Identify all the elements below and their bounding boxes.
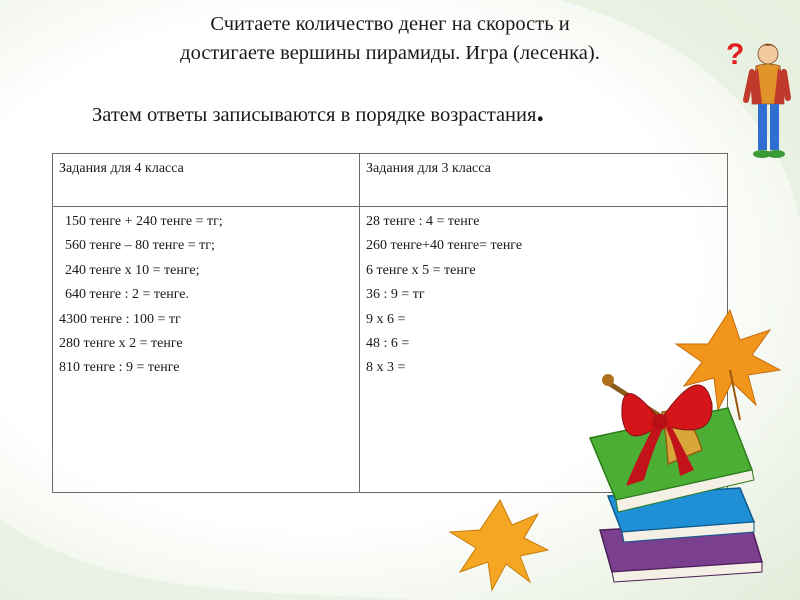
task-item: 8 х 3 = <box>366 360 406 376</box>
task-item: 4300 тенге : 100 = тг <box>59 311 181 327</box>
task-item: 48 : 6 = <box>366 336 410 352</box>
task-item: 280 тенге х 2 = тенге <box>59 336 183 352</box>
task-item: 9 х 6 = <box>366 311 406 327</box>
task-item: 36 : 9 = тг <box>366 287 425 303</box>
title-line-2: достигаете вершины пирамиды. Игра (лесенка). <box>180 42 600 64</box>
task-item: 28 тенге : 4 = тенге <box>366 214 480 229</box>
task-item: 560 тенге – 80 тенге = тг; <box>65 238 215 254</box>
task-item: 640 тенге : 2 = тенге. <box>65 287 189 303</box>
header-grade-3: Задания для 3 класса <box>360 154 728 207</box>
task-item: 150 тенге + 240 тенге = тг; <box>65 214 223 229</box>
task-item: 6 тенге х 5 = тенге <box>366 262 476 278</box>
table-header-row <box>53 154 728 207</box>
task-item: 260 тенге+40 тенге= тенге <box>366 238 523 254</box>
grade-4-tasks-cell <box>53 207 360 493</box>
boy-character-icon <box>722 34 792 164</box>
slide-subtitle <box>92 95 544 129</box>
task-item: 240 тенге х 10 = тенге; <box>65 262 200 278</box>
header-grade-4: Задания для 4 класса <box>53 154 360 207</box>
slide-title <box>60 10 720 68</box>
task-item: 810 тенге : 9 = тенге <box>59 360 180 376</box>
subtitle-period: . <box>536 95 544 128</box>
books-and-leaves-decoration <box>440 300 800 600</box>
title-line-1: Считаете количество денег на скорость и <box>210 13 570 35</box>
subtitle-text: Затем ответы записываются в порядке возрастания <box>92 104 537 126</box>
question-mark-icon: ? <box>726 38 745 71</box>
maple-leaf-icon <box>450 500 548 590</box>
